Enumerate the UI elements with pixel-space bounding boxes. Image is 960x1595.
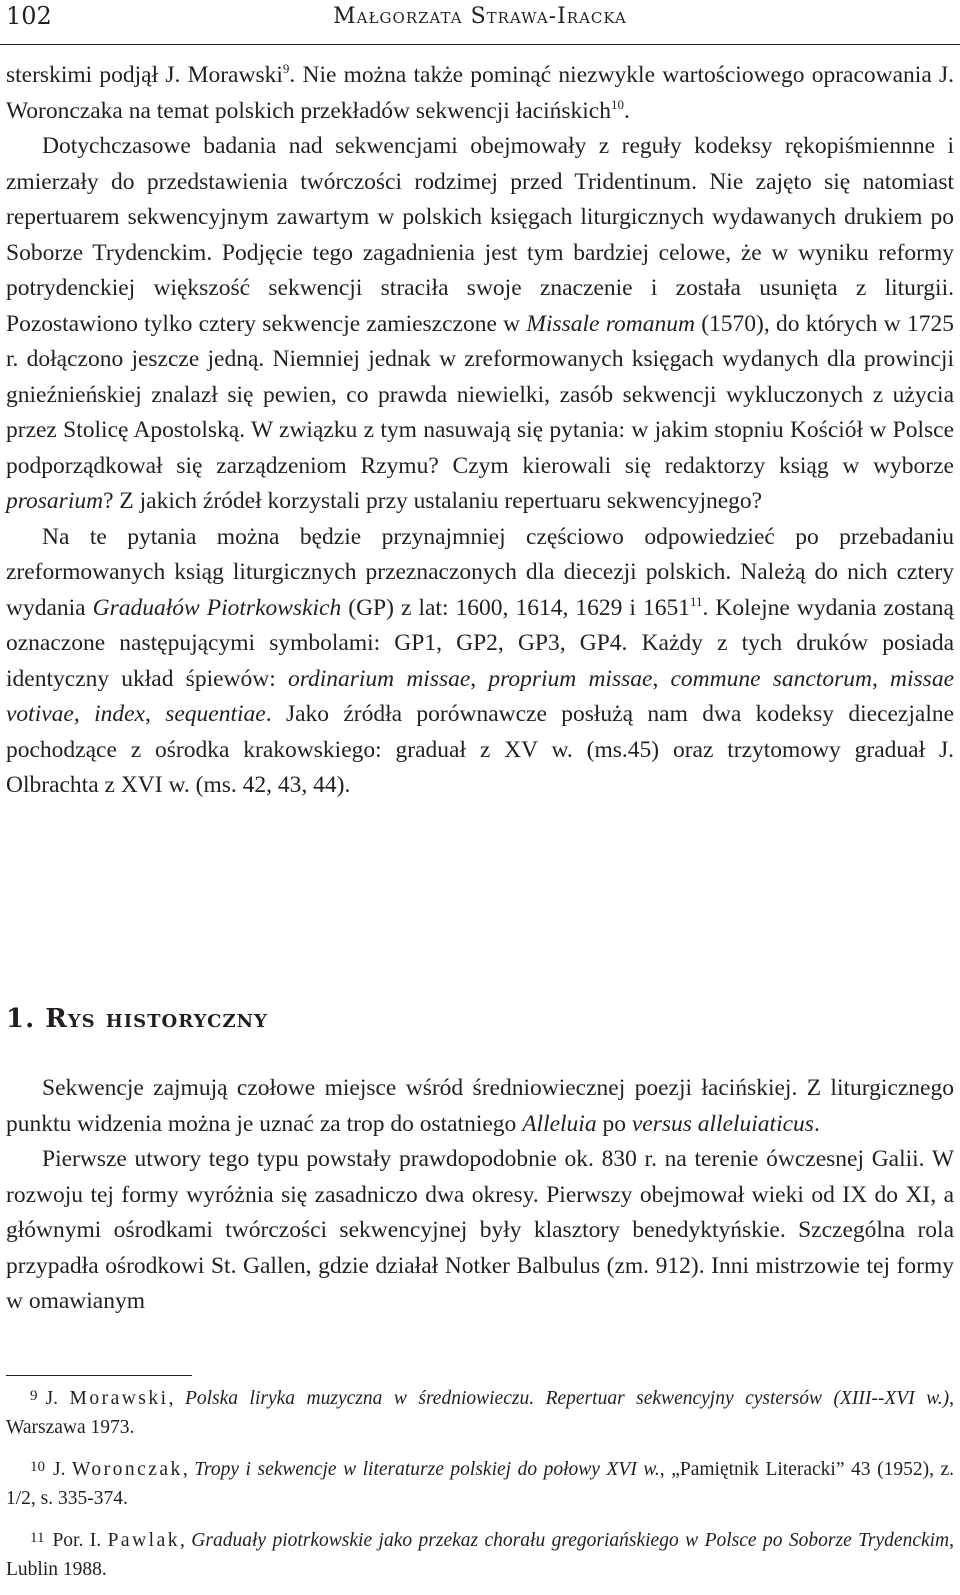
italic-term: sequentiae [165, 701, 266, 727]
footnote-author: Woronczak [72, 1459, 183, 1480]
text-run: , [179, 1530, 192, 1551]
text-run: , [73, 701, 95, 727]
text-run: Pierwsze utwory tego typu powstały prawdopodobnie ok. 830 r. na terenie ówczesnej Galii. W rozwoju tej formy wyróżnia się zasadniczo dwa okresy. Pierwszy obejmował wieki od IX do XI, a głównymi ośrodkami twórczości sekwencyjnej były klasztory benedyktyńskie. Szczególna rola przypadła ośrodkowi St. Gallen, gdzie działał Notker Balbulus (zm. 912). Inni mistrzowie tej formy w omawianym [6, 1146, 954, 1314]
section-paragraph-1 [6, 1071, 954, 1142]
footnote-number: 11 [30, 1530, 45, 1546]
page-number: 102 [6, 2, 52, 30]
italic-term: index [94, 701, 145, 727]
footnote-9 [6, 1382, 954, 1442]
footnote-number: 9 [30, 1388, 38, 1404]
text-run: Por. I. [52, 1530, 108, 1551]
text-run: , [168, 1388, 185, 1409]
text-run: ? Z jakich źródeł korzystali przy ustalaniu repertuaru sekwencyjnego? [103, 488, 763, 514]
text-run: . [623, 97, 630, 124]
footnote-divider [6, 1375, 192, 1376]
text-run: J. [45, 1388, 70, 1409]
footnote-ref-9[interactable]: 9 [282, 61, 290, 77]
text-run: (1570), do których w 1725 r. dołączono jeszcze jedną. Niemniej jednak w zreformowanych księgach wydanych dla prowincji gnieźnieńskiej znalazł się pewien, co prawda niewielki, zasób sekwencji wykluczonych z użycia przez Stolicę Apostolską. W związku z tym nasuwają się pytania: w jakim stopniu Kościół w Polsce podporządkował się zarządzeniom Rzymu? Czym kierowali się redaktorzy ksiąg w wyborze [6, 310, 954, 479]
paragraph-1 [6, 58, 954, 129]
text-run: , Warszawa 1973. [6, 1388, 955, 1438]
text-run: J. [53, 1459, 72, 1480]
text-run: . [813, 1110, 820, 1137]
italic-term: missae votivae [6, 665, 955, 727]
italic-term: Graduałów Piotrkowskich [92, 594, 342, 621]
running-title: Małgorzata Strawa-Iracka [333, 4, 627, 29]
text-run: Sekwencje zajmują czołowe miejsce wśród średniowiecznej poezji łacińskiej. Z liturgicznego punktu widzenia można je uznać za trop do ostatniego [6, 1075, 954, 1137]
text-run: , [182, 1459, 195, 1480]
text-run: Dotychczasowe badania nad sekwencjami obejmowały z reguły kodeksy rękopiśmiennne i zmierzały do przedstawienia twórczości rodzimej przed Tridentinum. Nie zajęto się natomiast repertuarem sekwencyjnym zawartym w polskich księgach liturgicznych wydawanych drukiem po Soborze Trydenckim. Podjęcie tego zagadnienia jest tym bardziej celowe, że w wyniku reformy potrydenckiej większość sekwencji straciła swoje znaczenie i została usunięta z liturgii. Pozostawiono tylko cztery sekwencje zamieszczone w [6, 133, 954, 337]
footnote-11 [6, 1524, 954, 1584]
italic-term: prosarium [6, 488, 104, 514]
text-run: sterskimi podjął J. Morawski [6, 62, 283, 88]
footnote-ref-11[interactable]: 11 [689, 593, 703, 609]
section-text [6, 1071, 954, 1320]
text-run: , [144, 701, 166, 727]
footnote-author: Morawski [69, 1388, 169, 1409]
main-text [6, 58, 954, 804]
section-paragraph-2 [6, 1142, 954, 1320]
text-run: . Kolejne wydania zostaną oznaczone następującymi symbolami: GP1, GP2, GP3, GP4. Każdy z tych druków posiada identyczny układ śpiewów: [6, 594, 954, 692]
text-run: (GP) z lat: 1600, 1614, 1629 i 1651 [341, 594, 690, 621]
footnote-ref-10[interactable]: 10 [610, 96, 624, 112]
footnote-title: Tropy i sekwencje w literaturze polskiej do połowy XVI w. [194, 1459, 660, 1480]
footnote-number: 10 [30, 1459, 45, 1475]
footnote-author: Pawlak [107, 1530, 180, 1551]
footnote-title: Polska liryka muzyczna w średniowieczu. Repertuar sekwencyjny cystersów (XIII--XVI w.) [184, 1388, 950, 1409]
text-run: , [652, 665, 671, 692]
italic-term: versus alleluiaticus [631, 1110, 814, 1137]
section-heading: 1. Rys historyczny [6, 1004, 268, 1034]
italic-term: ordinarium missae [287, 665, 471, 692]
paragraph-2 [6, 129, 954, 520]
text-run: , Lublin 1988. [6, 1530, 955, 1580]
text-run: , „Pamiętnik Literacki” 43 (1952), z. 1/2, s. 335-374. [6, 1459, 955, 1509]
italic-term: commune sanctorum [670, 665, 872, 692]
text-run: . Nie można także pominąć niezwykle wartościowego opracowania J. Woronczaka na temat polskich przekładów sekwencji łacińskich [6, 62, 954, 124]
text-run: Na te pytania można będzie przynajmniej częściowo odpowiedzieć po przebadaniu zreformowanych ksiąg liturgicznych przeznaczonych dla diecezji polskich. Należą do nich cztery wydania [6, 523, 954, 621]
footnote-title: Graduały piotrkowskie jako przekaz chorału gregoriańskiego w Polsce po Soborze Trydenckim [191, 1530, 950, 1551]
text-run: , [871, 665, 891, 692]
footnotes [6, 1382, 954, 1595]
footnote-10 [6, 1453, 954, 1513]
text-run: , [470, 665, 489, 692]
text-run: . Jako źródła porównawcze posłużą nam dwa kodeksy diecezjalne pochodzące z ośrodka krakowskiego: graduał z XV w. (ms.45) oraz trzytomowy graduał J. Olbrachta z XVI w. (ms. 42, 43, 44). [6, 701, 955, 798]
italic-term: Missale romanum [526, 310, 695, 337]
italic-term: Alleluia [522, 1110, 597, 1137]
italic-term: proprium missae [488, 665, 653, 692]
page-header [0, 0, 960, 45]
text-run: po [596, 1110, 632, 1137]
paragraph-3 [6, 520, 954, 804]
